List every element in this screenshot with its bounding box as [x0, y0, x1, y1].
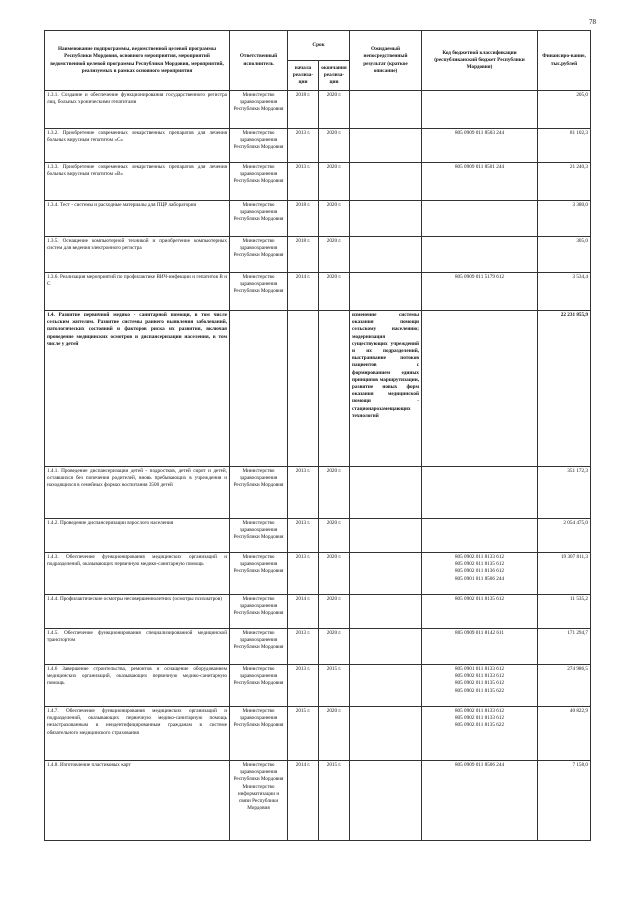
- row-start: 2013 г.: [288, 665, 319, 707]
- row-amount: 21 240,3: [538, 163, 591, 201]
- header-start: начала реализа-ции: [288, 61, 319, 91]
- budget-code: 805 0909 011 8142 611: [455, 630, 504, 636]
- row-end: 2020 г.: [319, 129, 350, 163]
- row-end: 2015 г.: [319, 761, 350, 841]
- row-result: [350, 665, 422, 707]
- row-start: 2013 г.: [288, 629, 319, 665]
- row-executor: Министерство здравоохранения Республики Мордовия: [230, 665, 288, 707]
- row-amount: 305,0: [538, 237, 591, 273]
- header-name: Наименование подпрограммы, ведомственной целевой программы Республики Мордовия, основного мероприятия, мероприятий ведомственной целевой программы Республики Мордовия, мероприятий, реализуемых в рамках основного мероприятия: [45, 31, 230, 91]
- row-name: 1.3.2. Приобретение современных лекарственных препаратов для лечения больных вирусным гепатитом «С»: [45, 129, 230, 163]
- budget-code: 805 0909 011 8506 244: [454, 762, 505, 768]
- row-end: 2020 г.: [319, 519, 350, 553]
- row-codes: [422, 273, 538, 311]
- table-row: [45, 595, 591, 629]
- table-row: [45, 237, 591, 273]
- header-term: Срок: [288, 31, 350, 61]
- budget-code: 805 0902 011 8133 612: [454, 708, 505, 714]
- budget-code: 805 0902 011 8133 612: [454, 673, 505, 680]
- row-start: 2013 г.: [288, 553, 319, 595]
- row-amount: 2 054 475,0: [538, 519, 591, 553]
- row-end: 2020 г.: [319, 163, 350, 201]
- row-codes: [422, 467, 538, 519]
- header-code: Код бюджетной классификации (республиканский бюджет Республики Мордовия): [422, 31, 538, 91]
- row-executor: Министерство здравоохранения Республики Мордовия: [230, 273, 288, 311]
- row-start: 2013 г.: [288, 163, 319, 201]
- row-name: 1.4.2. Проведение диспансеризации взрослого населения: [45, 519, 230, 553]
- row-executor: Министерство здравоохранения Республики Мордовия: [230, 237, 288, 273]
- table-row: [45, 519, 591, 553]
- budget-code: 805 0902 011 8133 612: [454, 554, 505, 560]
- row-amount: 274 986,5: [538, 665, 591, 707]
- table-row: [45, 273, 591, 311]
- row-start: [288, 311, 319, 467]
- row-executor: Министерство здравоохранения Республики Мордовия: [230, 629, 288, 665]
- row-name: 1.4.7. Обеспечение функционирования медицинских организаций и подразделений, оказывающих первичную медико-санитарную помощь незастрахованным и неидентифицированным гражданам в системе обязательного медицинского страхования: [45, 707, 230, 761]
- row-result: [350, 273, 422, 311]
- row-amount: 3 380,0: [538, 201, 591, 237]
- row-result: [350, 201, 422, 237]
- row-executor: Министерство здравоохранения Республики Мордовия: [230, 595, 288, 629]
- program-table: [44, 30, 591, 841]
- row-amount: 351 172,3: [538, 467, 591, 519]
- row-end: 2020 г.: [319, 467, 350, 519]
- row-name: 1.3.4. Тест - системы и расходные материалы для ПЦР лаборатории: [45, 201, 230, 237]
- header-executor: Ответственный исполнитель: [230, 31, 288, 91]
- row-end: 2020 г.: [319, 553, 350, 595]
- row-name: 1.4.6 Завершение строительства, ремонтов и оснащение оборудованием медицинских организаций, оказывающих первичную медико-санитарную помощь: [45, 665, 230, 707]
- table-row: [45, 629, 591, 665]
- row-result: [350, 163, 422, 201]
- row-amount: 3 534,4: [538, 273, 591, 311]
- table-row: [45, 311, 591, 467]
- row-amount: 19 307 811,3: [538, 553, 591, 595]
- table-row: [45, 553, 591, 595]
- row-name: 1.3.3. Приобретение современных лекарственных препаратов для лечения больных вирусным гепатитом «В»: [45, 163, 230, 201]
- table-row: [45, 129, 591, 163]
- row-result: [350, 553, 422, 595]
- table-row: [45, 467, 591, 519]
- row-end: 2020 г.: [319, 595, 350, 629]
- row-end: 2020 г.: [319, 201, 350, 237]
- row-executor: Министерство здравоохранения Республики Мордовия: [230, 467, 288, 519]
- row-name: 1.4.8. Изготовление пластиковых карт: [45, 761, 230, 841]
- row-codes: [422, 665, 538, 707]
- row-end: 2020 г.: [319, 273, 350, 311]
- row-executor: Министерство здравоохранения Республики Мордовия: [230, 553, 288, 595]
- row-name: 1.4.3. Обеспечение функционирования медицинских организаций и подразделений, оказывающих первичную медико-санитарную помощь: [45, 553, 230, 595]
- row-amount: 7 158,0: [538, 761, 591, 841]
- table-row: [45, 707, 591, 761]
- row-codes: [422, 761, 538, 841]
- row-end: 2020 г.: [319, 91, 350, 129]
- row-amount: 40 822,9: [538, 707, 591, 761]
- row-result: [350, 595, 422, 629]
- row-name: 1.4. Развитие первичной медико - санитарной помощи, в том числе сельским жителям. Развитие системы раннего выявления заболеваний, патологических состояний и факторов риска их развития, включая проведение медицинских осмотров и диспансеризации населения, в том числе у детей: [45, 311, 230, 467]
- row-result: [350, 237, 422, 273]
- row-codes: [422, 129, 538, 163]
- header-amount: Финансиро-вание, тыс.рублей: [538, 31, 591, 91]
- header-result: Ожидаемый непосредственный результат (краткое описание): [350, 31, 422, 91]
- row-codes: [422, 629, 538, 665]
- budget-code: 805 0909 011 5179 612: [454, 274, 505, 280]
- row-start: 2014 г.: [288, 761, 319, 841]
- table-row: [45, 163, 591, 201]
- row-codes: [422, 91, 538, 129]
- budget-code: 805 0902 011 8135 622: [454, 687, 505, 694]
- table-row: [45, 91, 591, 129]
- budget-code: 805 0902 011 8135 622: [454, 722, 505, 729]
- row-start: 2013 г.: [288, 129, 319, 163]
- row-result: [350, 129, 422, 163]
- row-end: 2020 г.: [319, 707, 350, 761]
- table-row: [45, 201, 591, 237]
- row-codes: [422, 237, 538, 273]
- table-row: [45, 665, 591, 707]
- row-executor: Министерство здравоохранения Республики Мордовия: [230, 163, 288, 201]
- row-start: 2015 г.: [288, 707, 319, 761]
- budget-code: 805 0909 011 8503 244: [454, 130, 505, 136]
- row-end: 2020 г.: [319, 629, 350, 665]
- row-name: 1.3.1. Создание и обеспечение функционирования государственного регистра лиц, больных хроническими гепатитами: [45, 91, 230, 129]
- row-start: 2013 г.: [288, 467, 319, 519]
- row-result: [350, 761, 422, 841]
- row-amount: 22 231 855,9: [538, 311, 591, 467]
- row-amount: 205,0: [538, 91, 591, 129]
- row-codes: [422, 595, 538, 629]
- row-executor: Министерство здравоохранения Республики Мордовия Министерство информатизации и связи Республики Мордовия: [230, 761, 288, 841]
- row-codes: [422, 553, 538, 595]
- row-name: 1.4.4. Профилактические осмотры несовершеннолетних (осмотры психиатров): [45, 595, 230, 629]
- row-name: 1.4.1. Проведение диспансеризации детей - подростков, детей сирот и детей, оставшихся без попечения родителей, вновь пребывающих в учреждения и находящихся в семейных формах воспитания 3500 детей: [45, 467, 230, 519]
- row-executor: [230, 311, 288, 467]
- row-end: 2015 г.: [319, 665, 350, 707]
- row-amount: 81 102,3: [538, 129, 591, 163]
- row-start: 2014 г.: [288, 595, 319, 629]
- row-amount: 11 535,2: [538, 595, 591, 629]
- budget-code: 805 0909 011 8501 244: [454, 164, 505, 170]
- row-executor: Министерство здравоохранения Республики Мордовия: [230, 201, 288, 237]
- row-codes: [422, 163, 538, 201]
- row-end: [319, 311, 350, 467]
- row-end: 2020 г.: [319, 237, 350, 273]
- row-codes: [422, 519, 538, 553]
- budget-code: 805 0901 011 8506 244: [454, 575, 505, 582]
- row-start: 2018 г.: [288, 201, 319, 237]
- budget-code: 805 0902 011 8133 612: [454, 715, 505, 722]
- row-result: [350, 629, 422, 665]
- row-result: [350, 91, 422, 129]
- budget-code: 805 0902 011 8136 612: [454, 568, 505, 575]
- budget-code: 805 0901 011 8133 612: [454, 666, 505, 672]
- row-result: [350, 707, 422, 761]
- row-codes: [422, 707, 538, 761]
- row-codes: [422, 201, 538, 237]
- row-result: [350, 467, 422, 519]
- row-start: 2018 г.: [288, 237, 319, 273]
- page-number: 78: [589, 18, 596, 26]
- row-codes: [422, 311, 538, 467]
- row-executor: Министерство здравоохранения Республики Мордовия: [230, 707, 288, 761]
- table-row: [45, 761, 591, 841]
- header-end: окончания реализа-ции: [319, 61, 350, 91]
- row-result: [350, 519, 422, 553]
- budget-code: 805 0902 011 8135 612: [454, 680, 505, 687]
- row-start: 2013 г.: [288, 519, 319, 553]
- row-executor: Министерство здравоохранения Республики Мордовия: [230, 91, 288, 129]
- row-name: 1.4.5. Обеспечение функционирования специализированной медицинской транспортом: [45, 629, 230, 665]
- row-name: 1.3.5. Оснащение компьютерной техникой и приобретение компьютерных систем для ведения электронного регистра: [45, 237, 230, 273]
- budget-code: 805 0902 011 8135 612: [454, 596, 505, 602]
- row-name: 1.3.6. Реализация мероприятий по профилактике ВИЧ-инфекции и гепатитов В и С: [45, 273, 230, 311]
- row-executor: Министерство здравоохранения Республики Мордовия: [230, 519, 288, 553]
- row-result: изменение системы оказания помощи сельскому населению; модернизация существующих учреждений и их подразделений, выстраивание потоков пациентов с формированием единых принципов маршрутизации, развитие новых форм оказания медицинской помощи - стационарозамещающих технологий: [350, 311, 422, 467]
- row-start: 2018 г.: [288, 91, 319, 129]
- budget-code: 805 0902 011 8135 612: [454, 561, 505, 568]
- row-executor: Министерство здравоохранения Республики Мордовия: [230, 129, 288, 163]
- table-body: [45, 91, 591, 841]
- row-start: 2014 г.: [288, 273, 319, 311]
- row-amount: 171 294,7: [538, 629, 591, 665]
